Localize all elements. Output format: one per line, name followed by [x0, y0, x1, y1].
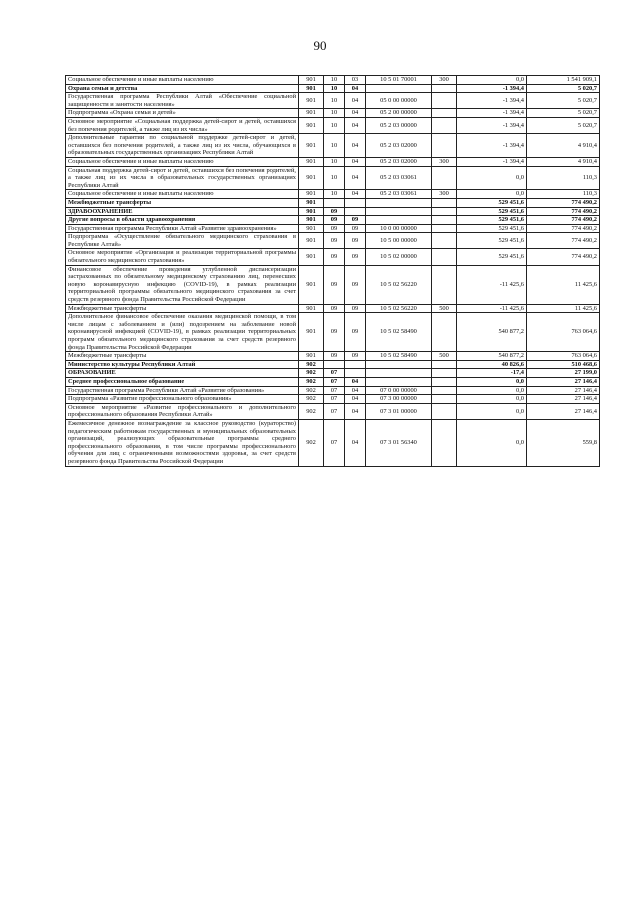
- row-name: Среднее профессиональное образование: [66, 377, 299, 386]
- amount-total: 27 146,4: [527, 403, 600, 419]
- target-article-code: 07 3 01 56340: [366, 419, 432, 466]
- target-article-code: [366, 198, 432, 207]
- section-code: 07: [324, 369, 345, 378]
- section-code: 07: [324, 395, 345, 404]
- table-row: [66, 265, 600, 304]
- admin-code: 901: [299, 84, 324, 93]
- amount-total: 5 020,7: [527, 84, 600, 93]
- target-article-code: 05 2 03 02000: [366, 157, 432, 166]
- subsection-code: 04: [345, 377, 366, 386]
- amount-total: 4 910,4: [527, 157, 600, 166]
- expense-type-code: [432, 207, 457, 216]
- section-code: 09: [324, 313, 345, 352]
- admin-code: 901: [299, 207, 324, 216]
- row-name: Подпрограмма «Осуществление обязательного медицинского страхования в Республике Алтай»: [66, 233, 299, 249]
- section-code: 07: [324, 386, 345, 395]
- target-article-code: 07 3 01 00000: [366, 403, 432, 419]
- expense-type-code: [432, 84, 457, 93]
- admin-code: 901: [299, 265, 324, 304]
- amount-total: 27 146,4: [527, 395, 600, 404]
- row-name: Дополнительное финансовое обеспечение оказания медицинской помощи, в том числе лицам с заболеванием и (или) подозрением на заболевание новой коронавирусной инфекцией (COVID-19), в рамках реализации территориальных программ обязательного медицинского страхования за счет средств резервного фонда Правительства Российской Федерации: [66, 313, 299, 352]
- expense-type-code: 500: [432, 352, 457, 361]
- admin-code: 901: [299, 233, 324, 249]
- admin-code: 902: [299, 386, 324, 395]
- table-row: [66, 134, 600, 158]
- target-article-code: 05 2 00 00000: [366, 109, 432, 118]
- row-name: Межбюджетные трансферты: [66, 304, 299, 313]
- target-article-code: [366, 377, 432, 386]
- admin-code: 901: [299, 216, 324, 225]
- amount-change: 0,0: [457, 403, 527, 419]
- admin-code: 901: [299, 166, 324, 190]
- subsection-code: 04: [345, 134, 366, 158]
- amount-total: 27 146,4: [527, 377, 600, 386]
- subsection-code: 04: [345, 395, 366, 404]
- section-code: 10: [324, 190, 345, 199]
- target-article-code: 10 5 02 58490: [366, 313, 432, 352]
- target-article-code: 07 0 00 00000: [366, 386, 432, 395]
- table-row: [66, 224, 600, 233]
- section-code: 09: [324, 249, 345, 265]
- table-body: [66, 76, 600, 467]
- admin-code: 901: [299, 249, 324, 265]
- table-row: [66, 76, 600, 85]
- amount-change: 529 451,6: [457, 224, 527, 233]
- amount-total: 110,3: [527, 166, 600, 190]
- amount-total: 774 490,2: [527, 216, 600, 225]
- expense-type-code: [432, 419, 457, 466]
- table-row: [66, 313, 600, 352]
- expense-type-code: 300: [432, 190, 457, 199]
- amount-total: 763 064,6: [527, 313, 600, 352]
- expense-type-code: [432, 249, 457, 265]
- row-name: Подпрограмма «Развитие профессионального образования»: [66, 395, 299, 404]
- amount-change: -1 394,4: [457, 109, 527, 118]
- expense-type-code: [432, 198, 457, 207]
- subsection-code: [345, 198, 366, 207]
- amount-change: -1 394,4: [457, 84, 527, 93]
- section-code: 07: [324, 377, 345, 386]
- admin-code: 901: [299, 157, 324, 166]
- row-name: Государственная программа Республики Алтай «Развитие здравоохранения»: [66, 224, 299, 233]
- row-name: Государственная программа Республики Алтай «Развитие образования»: [66, 386, 299, 395]
- table-row: [66, 216, 600, 225]
- table-row: [66, 369, 600, 378]
- target-article-code: 05 2 03 03061: [366, 190, 432, 199]
- row-name: Межбюджетные трансферты: [66, 352, 299, 361]
- expense-type-code: [432, 233, 457, 249]
- expense-type-code: [432, 377, 457, 386]
- expense-type-code: [432, 265, 457, 304]
- subsection-code: 04: [345, 157, 366, 166]
- table-row: [66, 157, 600, 166]
- section-code: 09: [324, 265, 345, 304]
- target-article-code: [366, 207, 432, 216]
- target-article-code: [366, 360, 432, 369]
- page-number: 90: [313, 38, 327, 53]
- row-name: Межбюджетные трансферты: [66, 198, 299, 207]
- amount-total: 5 020,7: [527, 117, 600, 133]
- target-article-code: [366, 369, 432, 378]
- amount-total: 27 199,0: [527, 369, 600, 378]
- amount-total: 510 468,6: [527, 360, 600, 369]
- table-row: [66, 93, 600, 109]
- amount-total: 774 490,2: [527, 207, 600, 216]
- target-article-code: 10 5 01 70001: [366, 76, 432, 85]
- admin-code: 901: [299, 76, 324, 85]
- subsection-code: 04: [345, 419, 366, 466]
- section-code: 10: [324, 157, 345, 166]
- target-article-code: 10 5 00 00000: [366, 233, 432, 249]
- subsection-code: 04: [345, 403, 366, 419]
- admin-code: 901: [299, 352, 324, 361]
- subsection-code: 09: [345, 216, 366, 225]
- row-name: Основное мероприятие «Развитие профессионального и дополнительного профессионального образования Республики Алтай»: [66, 403, 299, 419]
- amount-change: 529 451,6: [457, 249, 527, 265]
- expense-type-code: 500: [432, 304, 457, 313]
- expense-type-code: [432, 224, 457, 233]
- expense-type-code: [432, 109, 457, 118]
- table-row: [66, 117, 600, 133]
- table-row: [66, 198, 600, 207]
- table-row: [66, 166, 600, 190]
- expense-type-code: [432, 403, 457, 419]
- expense-type-code: [432, 216, 457, 225]
- target-article-code: 05 2 03 00000: [366, 117, 432, 133]
- subsection-code: 09: [345, 233, 366, 249]
- expense-type-code: [432, 117, 457, 133]
- subsection-code: 04: [345, 117, 366, 133]
- admin-code: 902: [299, 377, 324, 386]
- amount-change: -1 394,4: [457, 117, 527, 133]
- admin-code: 901: [299, 198, 324, 207]
- amount-change: -11 425,6: [457, 304, 527, 313]
- amount-change: 540 877,2: [457, 352, 527, 361]
- expense-type-code: [432, 93, 457, 109]
- amount-change: 0,0: [457, 166, 527, 190]
- expense-type-code: [432, 313, 457, 352]
- amount-change: 540 877,2: [457, 313, 527, 352]
- target-article-code: 05 2 03 02000: [366, 134, 432, 158]
- admin-code: 901: [299, 93, 324, 109]
- admin-code: 901: [299, 224, 324, 233]
- target-article-code: 10 5 02 00000: [366, 249, 432, 265]
- section-code: 09: [324, 233, 345, 249]
- row-name: Дополнительные гарантии по социальной поддержке детей-сирот и детей, оставшихся без попечения родителей, а также лиц из их числа, обучающихся в образовательных государственных организациях Республики Алтай: [66, 134, 299, 158]
- row-name: Охрана семьи и детства: [66, 84, 299, 93]
- subsection-code: [345, 369, 366, 378]
- row-name: Основное мероприятие «Социальная поддержка детей-сирот и детей, оставшихся без попечения родителей, а также лиц из их числа»: [66, 117, 299, 133]
- amount-total: 774 490,2: [527, 198, 600, 207]
- admin-code: 902: [299, 360, 324, 369]
- amount-total: 763 064,6: [527, 352, 600, 361]
- target-article-code: 05 0 00 00000: [366, 93, 432, 109]
- section-code: 10: [324, 84, 345, 93]
- amount-change: -1 394,4: [457, 157, 527, 166]
- amount-change: 0,0: [457, 76, 527, 85]
- row-name: Социальное обеспечение и иные выплаты населению: [66, 76, 299, 85]
- expense-type-code: [432, 386, 457, 395]
- section-code: 10: [324, 166, 345, 190]
- section-code: 10: [324, 76, 345, 85]
- section-code: 09: [324, 352, 345, 361]
- table-row: [66, 190, 600, 199]
- table-row: [66, 84, 600, 93]
- admin-code: 902: [299, 369, 324, 378]
- row-name: Государственная программа Республики Алтай «Обеспечение социальной защищенности и занятости населения»: [66, 93, 299, 109]
- row-name: Другие вопросы в области здравоохранения: [66, 216, 299, 225]
- admin-code: 901: [299, 117, 324, 133]
- amount-total: 559,8: [527, 419, 600, 466]
- amount-total: 11 425,6: [527, 304, 600, 313]
- amount-total: 11 425,6: [527, 265, 600, 304]
- expense-type-code: [432, 369, 457, 378]
- expense-type-code: [432, 395, 457, 404]
- table-row: [66, 419, 600, 466]
- section-code: [324, 198, 345, 207]
- section-code: 10: [324, 93, 345, 109]
- table-row: [66, 377, 600, 386]
- expense-type-code: 300: [432, 157, 457, 166]
- section-code: [324, 360, 345, 369]
- target-article-code: 05 2 03 03061: [366, 166, 432, 190]
- expense-type-code: [432, 134, 457, 158]
- amount-change: -11 425,6: [457, 265, 527, 304]
- subsection-code: 09: [345, 304, 366, 313]
- section-code: 10: [324, 117, 345, 133]
- admin-code: 901: [299, 109, 324, 118]
- subsection-code: 03: [345, 76, 366, 85]
- section-code: 07: [324, 419, 345, 466]
- amount-change: -1 394,4: [457, 134, 527, 158]
- row-name: Социальная поддержка детей-сирот и детей, оставшихся без попечения родителей, а также лиц из их числа в образовательных государственных организациях Республики Алтай: [66, 166, 299, 190]
- table-row: [66, 109, 600, 118]
- amount-change: 0,0: [457, 419, 527, 466]
- subsection-code: 04: [345, 386, 366, 395]
- expense-type-code: 300: [432, 76, 457, 85]
- admin-code: 901: [299, 313, 324, 352]
- amount-total: 774 490,2: [527, 233, 600, 249]
- target-article-code: 07 3 00 00000: [366, 395, 432, 404]
- subsection-code: 09: [345, 313, 366, 352]
- row-name: Подпрограмма «Охрана семьи и детей»: [66, 109, 299, 118]
- expense-type-code: [432, 360, 457, 369]
- row-name: Основное мероприятие «Организация и реализация территориальной программы обязательного медицинского страхования»: [66, 249, 299, 265]
- table-row: [66, 207, 600, 216]
- amount-change: 0,0: [457, 377, 527, 386]
- table-row: [66, 386, 600, 395]
- subsection-code: 09: [345, 224, 366, 233]
- admin-code: 902: [299, 395, 324, 404]
- row-name: ОБРАЗОВАНИЕ: [66, 369, 299, 378]
- subsection-code: 04: [345, 109, 366, 118]
- amount-total: 774 490,2: [527, 249, 600, 265]
- expense-type-code: [432, 166, 457, 190]
- amount-change: 529 451,6: [457, 233, 527, 249]
- subsection-code: 09: [345, 265, 366, 304]
- row-name: Министерство культуры Республики Алтай: [66, 360, 299, 369]
- admin-code: 901: [299, 134, 324, 158]
- section-code: 09: [324, 304, 345, 313]
- row-name: Финансовое обеспечение проведения углубленной диспансеризации застрахованных по обязательному медицинскому страхованию лиц, перенесших новую коронавирусную инфекцию (COVID-19), в рамках реализации территориальной программы обязательного медицинского страхования за счет средств резервного фонда Правительства Российской Федерации: [66, 265, 299, 304]
- amount-total: 5 020,7: [527, 109, 600, 118]
- row-name: Социальное обеспечение и иные выплаты населению: [66, 190, 299, 199]
- target-article-code: 10 0 00 00000: [366, 224, 432, 233]
- amount-change: 40 826,6: [457, 360, 527, 369]
- target-article-code: 10 5 02 56220: [366, 265, 432, 304]
- amount-total: 774 490,2: [527, 224, 600, 233]
- amount-change: 0,0: [457, 386, 527, 395]
- subsection-code: 04: [345, 190, 366, 199]
- section-code: 09: [324, 216, 345, 225]
- amount-total: 5 020,7: [527, 93, 600, 109]
- amount-change: -1 394,4: [457, 93, 527, 109]
- amount-total: 27 146,4: [527, 386, 600, 395]
- row-name: ЗДРАВООХРАНЕНИЕ: [66, 207, 299, 216]
- amount-change: 529 451,6: [457, 198, 527, 207]
- subsection-code: 04: [345, 93, 366, 109]
- table-row: [66, 233, 600, 249]
- section-code: 10: [324, 109, 345, 118]
- row-name: Социальное обеспечение и иные выплаты населению: [66, 157, 299, 166]
- amount-change: 0,0: [457, 395, 527, 404]
- target-article-code: 10 5 02 58490: [366, 352, 432, 361]
- admin-code: 901: [299, 190, 324, 199]
- subsection-code: 09: [345, 249, 366, 265]
- section-code: 09: [324, 207, 345, 216]
- budget-table: [65, 75, 600, 467]
- amount-change: 529 451,6: [457, 207, 527, 216]
- table-row: [66, 304, 600, 313]
- subsection-code: [345, 207, 366, 216]
- table-row: [66, 403, 600, 419]
- target-article-code: [366, 84, 432, 93]
- amount-total: 4 910,4: [527, 134, 600, 158]
- amount-change: 529 451,6: [457, 216, 527, 225]
- admin-code: 902: [299, 403, 324, 419]
- subsection-code: 04: [345, 166, 366, 190]
- amount-total: 1 541 909,1: [527, 76, 600, 85]
- target-article-code: 10 5 02 56220: [366, 304, 432, 313]
- subsection-code: 04: [345, 84, 366, 93]
- section-code: 09: [324, 224, 345, 233]
- table-row: [66, 352, 600, 361]
- amount-total: 110,3: [527, 190, 600, 199]
- admin-code: 901: [299, 304, 324, 313]
- amount-change: 0,0: [457, 190, 527, 199]
- admin-code: 902: [299, 419, 324, 466]
- table-row: [66, 360, 600, 369]
- section-code: 07: [324, 403, 345, 419]
- subsection-code: [345, 360, 366, 369]
- amount-change: -17,4: [457, 369, 527, 378]
- table-row: [66, 249, 600, 265]
- table-row: [66, 395, 600, 404]
- target-article-code: [366, 216, 432, 225]
- subsection-code: 09: [345, 352, 366, 361]
- row-name: Ежемесячное денежное вознаграждение за классное руководство (кураторство) педагогическим работникам государственных и муниципальных образовательных организаций, реализующих образовательные программы среднего профессионального образования, в том числе программы профессионального обучения для лиц с ограниченными возможностями здоровья, за счет средств резервного фонда Правительства Российской Федерации: [66, 419, 299, 466]
- section-code: 10: [324, 134, 345, 158]
